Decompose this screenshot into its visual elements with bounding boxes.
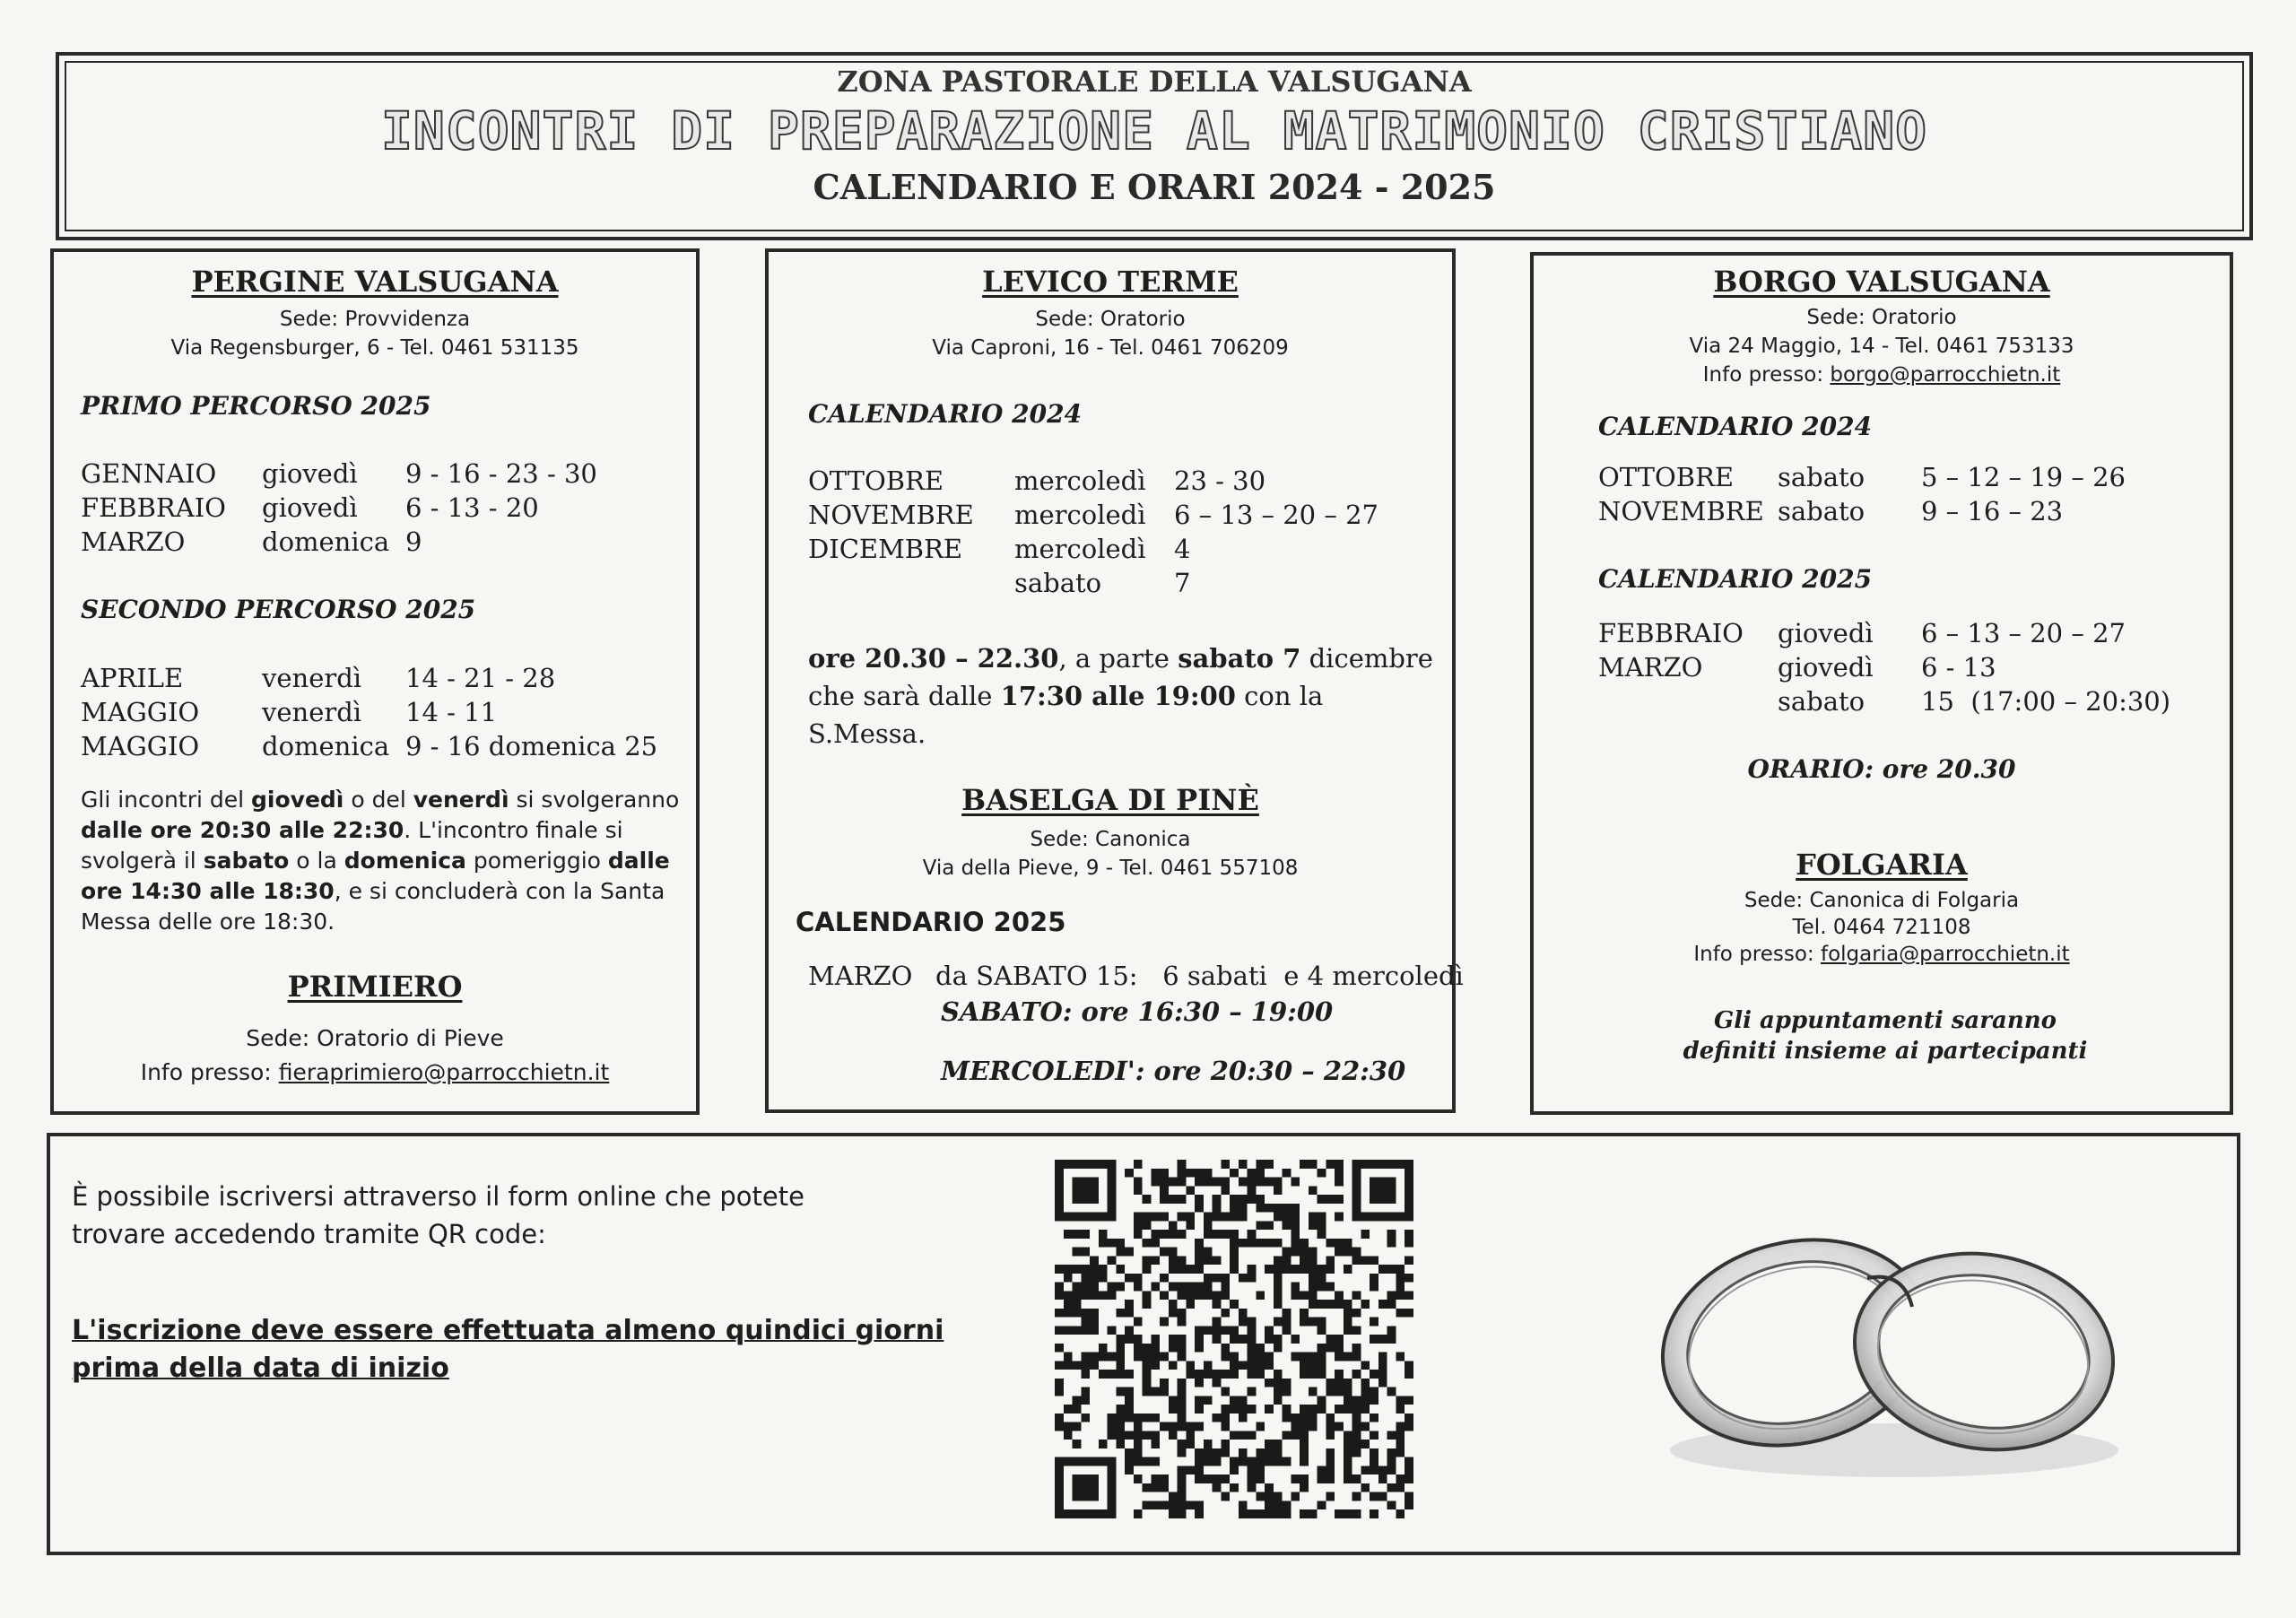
levico-title: LEVICO TERME bbox=[982, 265, 1239, 299]
baselga-calendar-label: CALENDARIO 2025 bbox=[796, 907, 1066, 937]
dates: 6 – 13 – 20 – 27 bbox=[1174, 500, 1378, 530]
month: DICEMBRE bbox=[808, 534, 963, 564]
registration-intro: È possibile iscriversi attraverso il form online che potete trovare accedendo tramite QR code: bbox=[72, 1181, 804, 1249]
weekday: sabato bbox=[1778, 462, 1866, 492]
primiero-email-link[interactable]: fieraprimiero@parrocchietn.it bbox=[278, 1059, 610, 1085]
dates: 6 - 13 bbox=[1921, 652, 1996, 683]
folgaria-info: Info presso: folgaria@parrocchietn.it bbox=[1693, 943, 2070, 966]
borgo-sede: Sede: Oratorio bbox=[1806, 306, 1957, 329]
weekday: giovedì bbox=[1778, 618, 1874, 648]
month: MARZO bbox=[81, 526, 186, 557]
baselga-title: BASELGA DI PINÈ bbox=[961, 783, 1259, 817]
primiero-info: Info presso: fieraprimiero@parrocchietn.it bbox=[140, 1059, 610, 1085]
borgo-orario: ORARIO: ore 20.30 bbox=[1747, 754, 2016, 784]
levico-sede: Sede: Oratorio bbox=[1035, 308, 1186, 331]
folgaria-sede: Sede: Canonica di Folgaria bbox=[1744, 889, 2020, 912]
month: OTTOBRE bbox=[1598, 462, 1735, 492]
levico-calendar-label: CALENDARIO 2024 bbox=[808, 399, 1083, 429]
dates: 6 – 13 – 20 – 27 bbox=[1921, 618, 2126, 648]
dates: 4 bbox=[1174, 534, 1191, 564]
borgo-calendar-2025-label: CALENDARIO 2025 bbox=[1598, 564, 1873, 594]
month: NOVEMBRE bbox=[808, 500, 974, 530]
month: FEBBRAIO bbox=[1598, 618, 1744, 648]
month: MAGGIO bbox=[81, 697, 200, 727]
baselga-address: Via della Pieve, 9 - Tel. 0461 557108 bbox=[922, 857, 1299, 880]
pergine-address: Via Regensburger, 6 - Tel. 0461 531135 bbox=[170, 336, 579, 360]
dates: 14 - 21 - 28 bbox=[405, 663, 556, 693]
weekday: venerdì bbox=[262, 663, 362, 693]
dates: 9 - 16 - 23 - 30 bbox=[405, 458, 597, 489]
month: FEBBRAIO bbox=[81, 492, 226, 523]
month: MARZO bbox=[1598, 652, 1703, 683]
levico-baselga-column bbox=[765, 248, 1464, 1113]
calendar-heading: CALENDARIO E ORARI 2024 - 2025 bbox=[813, 167, 1496, 207]
dates: 14 - 11 bbox=[405, 697, 498, 727]
dates: 9 bbox=[405, 526, 422, 557]
primiero-sede: Sede: Oratorio di Pieve bbox=[246, 1025, 504, 1051]
primiero-title: PRIMIERO bbox=[287, 970, 463, 1004]
weekday: mercoledì bbox=[1014, 534, 1146, 564]
weekday: domenica bbox=[262, 526, 390, 557]
baselga-sede: Sede: Canonica bbox=[1030, 828, 1191, 851]
pergine-sede: Sede: Provvidenza bbox=[279, 308, 471, 331]
baselga-sabato-time: SABATO: ore 16:30 – 19:00 bbox=[941, 996, 1334, 1027]
baselga-detail: da SABATO 15: 6 sabati e 4 mercoledì bbox=[935, 961, 1464, 991]
weekday: venerdì bbox=[262, 697, 362, 727]
dates: 5 – 12 – 19 – 26 bbox=[1921, 462, 2126, 492]
pergine-title: PERGINE VALSUGANA bbox=[191, 265, 559, 299]
borgo-title: BORGO VALSUGANA bbox=[1713, 265, 2050, 299]
folgaria-email-link[interactable]: folgaria@parrocchietn.it bbox=[1820, 943, 2070, 966]
month: OTTOBRE bbox=[808, 465, 944, 496]
dates: 15 (17:00 – 20:30) bbox=[1921, 686, 2171, 717]
borgo-email-link[interactable]: borgo@parrocchietn.it bbox=[1830, 363, 2061, 387]
baselga-month: MARZO bbox=[808, 961, 913, 991]
borgo-address: Via 24 Maggio, 14 - Tel. 0461 753133 bbox=[1689, 335, 2074, 358]
weekday: giovedì bbox=[262, 492, 358, 523]
dates: 9 – 16 – 23 bbox=[1921, 496, 2064, 526]
header-box bbox=[56, 52, 2253, 240]
zone-subtitle: ZONA PASTORALE DELLA VALSUGANA bbox=[837, 65, 1472, 99]
levico-address: Via Caproni, 16 - Tel. 0461 706209 bbox=[932, 336, 1289, 360]
month: NOVEMBRE bbox=[1598, 496, 1764, 526]
weekday: mercoledì bbox=[1014, 465, 1146, 496]
dates: 7 bbox=[1174, 568, 1191, 598]
registration-deadline: L'iscrizione deve essere effettuata almeno quindici giorni prima della data di inizio bbox=[72, 1315, 944, 1384]
weekday: sabato bbox=[1778, 686, 1866, 717]
weekday: sabato bbox=[1014, 568, 1102, 598]
wedding-rings-icon bbox=[1643, 1208, 2145, 1486]
folgaria-title: FOLGARIA bbox=[1796, 848, 1968, 882]
dates: 6 - 13 - 20 bbox=[405, 492, 539, 523]
baselga-mercoledi-time: MERCOLEDI': ore 20:30 – 22:30 bbox=[941, 1056, 1406, 1086]
page-title: INCONTRI DI PREPARAZIONE AL MATRIMONIO CRISTIANO bbox=[380, 100, 1928, 161]
borgo-calendar-2024-label: CALENDARIO 2024 bbox=[1598, 412, 1873, 441]
folgaria-note: Gli appuntamenti saranno definiti insieme ai partecipanti bbox=[1683, 1007, 2088, 1065]
qr-code-icon[interactable] bbox=[1055, 1160, 1413, 1518]
month: APRILE bbox=[81, 663, 184, 693]
pergine-schedule-note: Gli incontri del giovedì o del venerdì si svolgeranno dalle ore 20:30 alle 22:30. L'incontro finale si svolgerà il sabato o la domenica pomeriggio dalle ore 14:30 alle 18:30, e si concluderà con la Santa Messa delle ore 18:30. bbox=[81, 787, 680, 935]
borgo-folgaria-column bbox=[1530, 252, 2233, 1115]
borgo-info: Info presso: borgo@parrocchietn.it bbox=[1702, 363, 2061, 387]
secondo-percorso-label: SECONDO PERCORSO 2025 bbox=[81, 595, 476, 624]
weekday: sabato bbox=[1778, 496, 1866, 526]
dates: 9 - 16 domenica 25 bbox=[405, 731, 658, 761]
month: GENNAIO bbox=[81, 458, 217, 489]
dates: 23 - 30 bbox=[1174, 465, 1266, 496]
weekday: domenica bbox=[262, 731, 390, 761]
weekday: giovedì bbox=[262, 458, 358, 489]
pergine-primiero-column bbox=[50, 248, 700, 1115]
month: MAGGIO bbox=[81, 731, 200, 761]
primo-percorso-label: PRIMO PERCORSO 2025 bbox=[81, 391, 431, 421]
folgaria-tel: Tel. 0464 721108 bbox=[1792, 916, 1971, 939]
weekday: giovedì bbox=[1778, 652, 1874, 683]
weekday: mercoledì bbox=[1014, 500, 1146, 530]
levico-time-note: ore 20.30 – 22.30, a parte sabato 7 dicembre che sarà dalle 17:30 alle 19:00 con la S.Messa. bbox=[808, 643, 1433, 749]
registration-box bbox=[47, 1133, 2240, 1555]
